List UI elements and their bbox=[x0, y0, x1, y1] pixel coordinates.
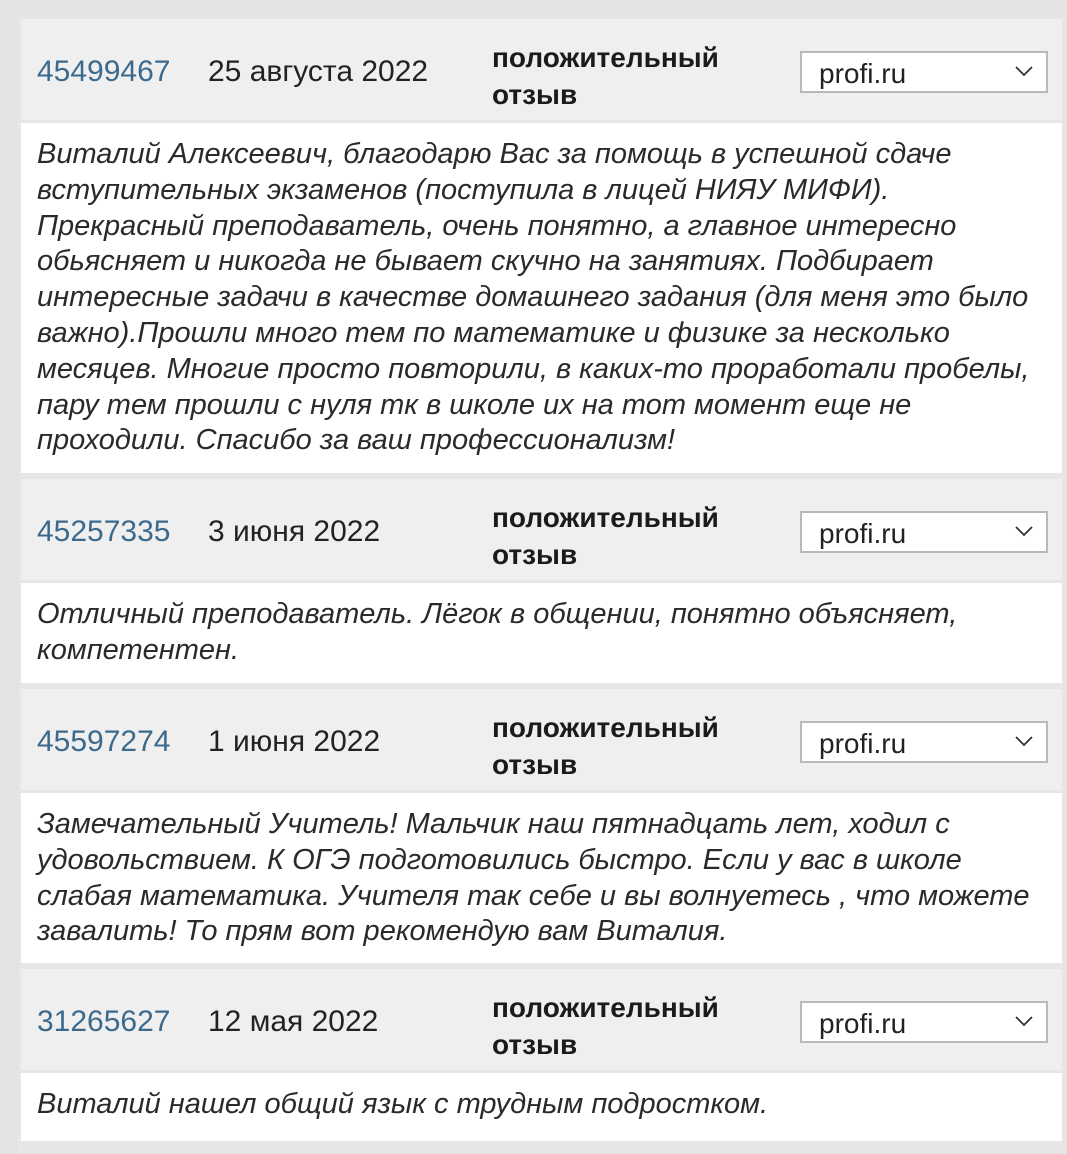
review-text: Виталий нашел общий язык с трудным подростком. bbox=[37, 1088, 769, 1120]
source-select-value: profi.ru bbox=[819, 1008, 907, 1039]
review-header bbox=[21, 689, 1062, 790]
chevron-down-icon bbox=[1014, 521, 1034, 541]
review-header bbox=[21, 969, 1062, 1070]
review-id-link[interactable]: 45257335 bbox=[37, 515, 171, 548]
review-date: 1 июня 2022 bbox=[208, 725, 381, 758]
source-select[interactable] bbox=[800, 1001, 1048, 1043]
review-body bbox=[21, 583, 1062, 683]
review-date: 25 августа 2022 bbox=[208, 55, 429, 88]
chevron-down-icon bbox=[1014, 1011, 1034, 1031]
review-body bbox=[21, 123, 1062, 473]
review-id-link[interactable]: 45499467 bbox=[37, 55, 171, 88]
review-type: положительный отзыв bbox=[492, 42, 719, 110]
source-select[interactable] bbox=[800, 721, 1048, 763]
review-body bbox=[21, 793, 1062, 963]
source-select-value: profi.ru bbox=[819, 728, 907, 759]
review-date: 12 мая 2022 bbox=[208, 1005, 379, 1038]
source-select[interactable] bbox=[800, 511, 1048, 553]
review-text: Отличный преподаватель. Лёгок в общении, понятно объясняет, компетентен. bbox=[37, 598, 958, 666]
review-id-link[interactable]: 45597274 bbox=[37, 725, 171, 758]
review-type: положительный отзыв bbox=[492, 992, 719, 1060]
source-select[interactable] bbox=[800, 51, 1048, 93]
review-text: Замечательный Учитель! Мальчик наш пятнадцать лет, ходил с удовольствием. К ОГЭ подготовились быстро. Если у вас в школе слабая математика. Учителя так себе и вы волнуетесь , что можете завалить! То прям вот рекомендую вам Виталия. bbox=[37, 808, 1030, 948]
review-id-link[interactable]: 31265627 bbox=[37, 1005, 171, 1038]
review-text: Виталий Алексеевич, благодарю Вас за помощь в успешной сдаче вступительных экзаменов (поступила в лицей НИЯУ МИФИ). Прекрасный преподаватель, очень понятно, а главное интересно обьясняет и никогда не бывает скучно на занятиях. Подбирает интересные задачи в качестве домашнего задания (для меня это было важно).Прошли много тем по математике и физике за несколько месяцев. Многие просто повторили, в каких-то проработали пробелы, пару тем прошли с нуля тк в школе их на тот момент еще не проходили. Спасибо за ваш профессионализм! bbox=[37, 138, 1030, 457]
chevron-down-icon bbox=[1014, 731, 1034, 751]
source-select-value: profi.ru bbox=[819, 518, 907, 549]
chevron-down-icon bbox=[1014, 61, 1034, 81]
source-select-value: profi.ru bbox=[819, 58, 907, 89]
review-date: 3 июня 2022 bbox=[208, 515, 381, 548]
review-header bbox=[21, 479, 1062, 580]
review-card bbox=[18, 686, 1064, 966]
review-card bbox=[18, 966, 1064, 1154]
review-body bbox=[21, 1073, 1062, 1141]
reviews-list bbox=[18, 16, 1066, 1154]
review-type: положительный отзыв bbox=[492, 502, 719, 570]
review-type: положительный отзыв bbox=[492, 712, 719, 780]
review-card bbox=[18, 476, 1064, 686]
review-card bbox=[18, 16, 1064, 476]
review-header bbox=[21, 19, 1062, 120]
